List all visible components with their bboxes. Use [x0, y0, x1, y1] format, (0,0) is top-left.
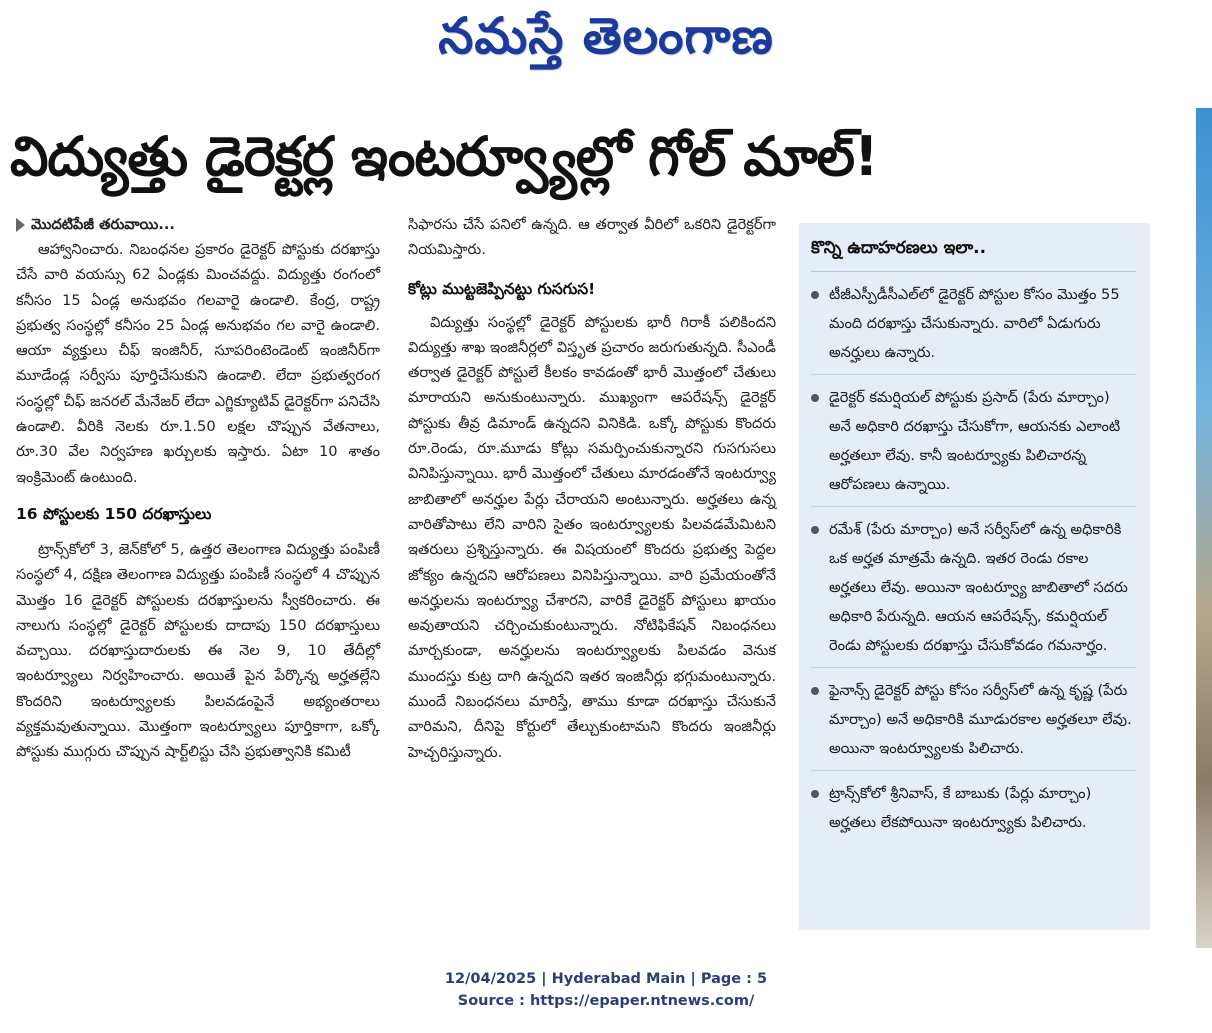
source-link[interactable]: Source : https://epaper.ntnews.com/	[457, 993, 755, 1009]
adjacent-page-photo-edge	[1196, 108, 1212, 948]
list-item	[811, 515, 1136, 668]
bullet-icon	[811, 687, 819, 695]
chevron-right-icon	[16, 218, 25, 232]
bullet-icon	[811, 526, 819, 534]
continued-label: మొదటిపేజీ తరువాయి...	[31, 216, 175, 233]
page-footer	[0, 968, 1212, 1012]
list-item-text: రమేశ్ (పేరు మార్చాం) అనే సర్వీస్‌లో ఉన్న అధికారికి ఒక అర్హత మాత్రమే ఉన్నది. ఇతర రెండు రకాల అర్హతలు లేవు. అయినా ఇంటర్వ్యూ జాబితాలో సదరు అధికారి పేరున్నది. ఆయన ఆపరేషన్స్, కమర్షియల్ రెండు పోస్టులకు దరఖాస్తు చేసుకోవడం గమనార్హం.	[829, 521, 1128, 654]
examples-sidebar	[799, 223, 1150, 930]
list-item-text: ఫైనాన్స్ డైరెక్టర్ పోస్టు కోసం సర్వీస్‌లో ఉన్న కృష్ణ (పేరు మార్చాం) అనే అధికారికి మూడురకాల అర్హతలూ లేవు. అయినా ఇంటర్వ్యూలకు పిలిచారు.	[829, 682, 1132, 757]
article-column-2	[408, 212, 776, 765]
list-item	[811, 280, 1136, 375]
continued-from-front-page	[16, 212, 380, 237]
list-item-text: డైరెక్టర్ కమర్షియల్ పోస్టుకు ప్రసాద్ (పేరు మార్చాం) అనే అధికారి దరఖాస్తు చేసుకోగా, ఆయనకు ఎలాంటి అర్హతలూ లేవు. కానీ ఇంటర్వ్యూకు పిలిచారన్న ఆరోపణలు ఉన్నాయి.	[829, 389, 1121, 493]
bullet-icon	[811, 291, 819, 299]
newspaper-logo: నమస్తే తెలంగాణ	[438, 6, 774, 65]
article-paragraph: విద్యుత్తు సంస్థల్లో డైరెక్టర్ పోస్టులకు భారీ గిరాకీ పలికిందని విద్యుత్తు శాఖ ఇంజినీర్లలో విస్తృత ప్రచారం జరుగుతున్నది. సీఎండీ తర్వాత డైరెక్టర్ పోస్టులే కీలకం కావడంతో భారీ మొత్తంలో చేతులు మారాయని అనుకుంటున్నారు. ముఖ్యంగా ఆపరేషన్స్ డైరెక్టర్ పోస్టుకు తీవ్ర డిమాండ్ ఉన్నదని వినికిడి. ఒక్కో పోస్టుకు కొందరు రూ.రెండు, రూ.మూడు కోట్లు సమర్పించుకున్నారని గుసగుసలు వినిపిస్తున్నాయి. భారీ మొత్తంలో చేతులు మారడంతోనే ఇంటర్వ్యూ జాబితాలో అనర్హుల పేర్లు చేరాయని అంటున్నారు. అర్హతలు ఉన్న వారితోపాటు లేని వారిని సైతం ఇంటర్వ్యూలకు పిలవడమేమిటని ఇతరులు ప్రశ్నిస్తున్నారు. ఈ విషయంలో కొందరు ప్రభుత్వ పెద్దల జోక్యం ఉన్నదని ఆరోపణలు వినిపిస్తున్నాయి. వారి ప్రమేయంతోనే అనర్హులను ఇంటర్వ్యూ చేశారని, వారికే డైరెక్టర్ పోస్టులు ఖాయం అవుతాయని చర్చించుకుంటున్నారు. నోటిఫికేషన్ నిబంధనలు మార్చకుండా, అనర్హులను ఇంటర్వ్యూలకు పిలవడం వెనుక ముందస్తు కుట్ర దాగి ఉన్నదని ఇతర ఇంజినీర్లు భగ్గుమంటున్నారు. ముందే నిబంధనలు మారిస్తే, తాము కూడా దరఖాస్తు చేసుకునే వారిమని, దీనిపై కోర్టులో తేల్చుకుంటామని కొందరు ఇంజినీర్లు హెచ్చరిస్తున్నారు.	[408, 313, 776, 761]
headline: విద్యుత్తు డైరెక్టర్ల ఇంటర్వ్యూల్లో గోల్ మాల్!	[10, 125, 878, 188]
list-item	[811, 676, 1136, 771]
article-subheading: 16 పోస్టులకు 150 దరఖాస్తులు	[16, 504, 212, 523]
bullet-icon	[811, 790, 819, 798]
article-paragraph: ఆహ్వానించారు. నిబంధనల ప్రకారం డైరెక్టర్ పోస్టుకు దరఖాస్తు చేసే వారి వయస్సు 62 ఏండ్లకు మించవద్దు. విద్యుత్తు రంగంలో కనీసం 15 ఏండ్ల అనుభవం గలవారై ఉండాలి. కేంద్ర, రాష్ట్ర ప్రభుత్వ సంస్థల్లో కనీసం 25 ఏండ్ల అనుభవం గల వారై ఉండాలి. ఆయా వ్యక్తులు చీఫ్ ఇంజినీర్, సూపరింటెండెంట్ ఇంజినీర్‌గా మూడేండ్ల సర్వీసు పూర్తిచేసుకుని ఉండాలి. లేదా ప్రభుత్వరంగ సంస్థల్లో చీఫ్ జనరల్ మేనేజర్ లేదా ఎగ్జిక్యూటివ్ డైరెక్టర్‌గా పనిచేసి ఉండాలి. వీరికి నెలకు రూ.1.50 లక్షల చొప్పున వేతనాలు, రూ.30 వేల నిర్వహణ ఖర్చులకు ఇస్తారు. ఏటా 10 శాతం ఇంక్రిమెంట్ ఉంటుంది.	[16, 241, 380, 486]
article-paragraph: ట్రాన్స్‌కోలో 3, జెన్‌కోలో 5, ఉత్తర తెలంగాణ విద్యుత్తు పంపిణీ సంస్థలో 4, దక్షిణ తెలంగాణ విద్యుత్తు పంపిణీ సంస్థలో 4 చొప్పున మొత్తం 16 డైరెక్టర్ పోస్టులకు దరఖాస్తులను స్వీకరించారు. ఈ నాలుగు సంస్థల్లో డైరెక్టర్ పోస్టులకు దాదాపు 150 దరఖాస్తులు వచ్చాయి. దరఖాస్తుదారులకు ఈ నెల 9, 10 తేదీల్లో ఇంటర్వ్యూలు నిర్వహించారు. అయితే పైన పేర్కొన్న అర్హతల్లేని కొందరిని ఇంటర్వ్యూలకు పిలవడంపైనే అభ్యంతరాలు వ్యక్తమవుతున్నాయి. మొత్తంగా ఇంటర్వ్యూలు పూర్తికాగా, ఒక్కో పోస్టుకు ముగ్గురు చొప్పున షార్ట్‌లిస్టు చేసి ప్రభుత్వానికి కమిటీ	[16, 540, 380, 761]
list-item-text: ట్రాన్స్‌కోలో శ్రీనివాస్, కే బాబుకు (పేర్లు మార్చాం) అర్హతలు లేకపోయినా ఇంటర్వ్యూకు పిలిచారు.	[829, 785, 1092, 831]
list-item	[811, 383, 1136, 507]
masthead	[0, 0, 1212, 84]
sidebar-list	[811, 280, 1136, 844]
list-item	[811, 779, 1136, 844]
edition-info: 12/04/2025 | Hyderabad Main | Page : 5	[444, 971, 768, 987]
bullet-icon	[811, 394, 819, 402]
list-item-text: టీజీఎస్పీడీసీఎల్‌లో డైరెక్టర్ పోస్టుల కోసం మొత్తం 55 మంది దరఖాస్తు చేసుకున్నారు. వారిలో ఏడుగురు అనర్హులు ఉన్నారు.	[829, 286, 1120, 361]
article-subheading: కోట్లు ముట్టజెప్పినట్టు గుసగుస!	[408, 279, 596, 298]
article-column-1	[16, 212, 380, 765]
article-paragraph: సిఫారసు చేసే పనిలో ఉన్నది. ఆ తర్వాత వీరిలో ఒకరిని డైరెక్టర్‌గా నియమిస్తారు.	[408, 216, 776, 259]
sidebar-title: కొన్ని ఉదాహరణలు ఇలా..	[811, 233, 1136, 272]
